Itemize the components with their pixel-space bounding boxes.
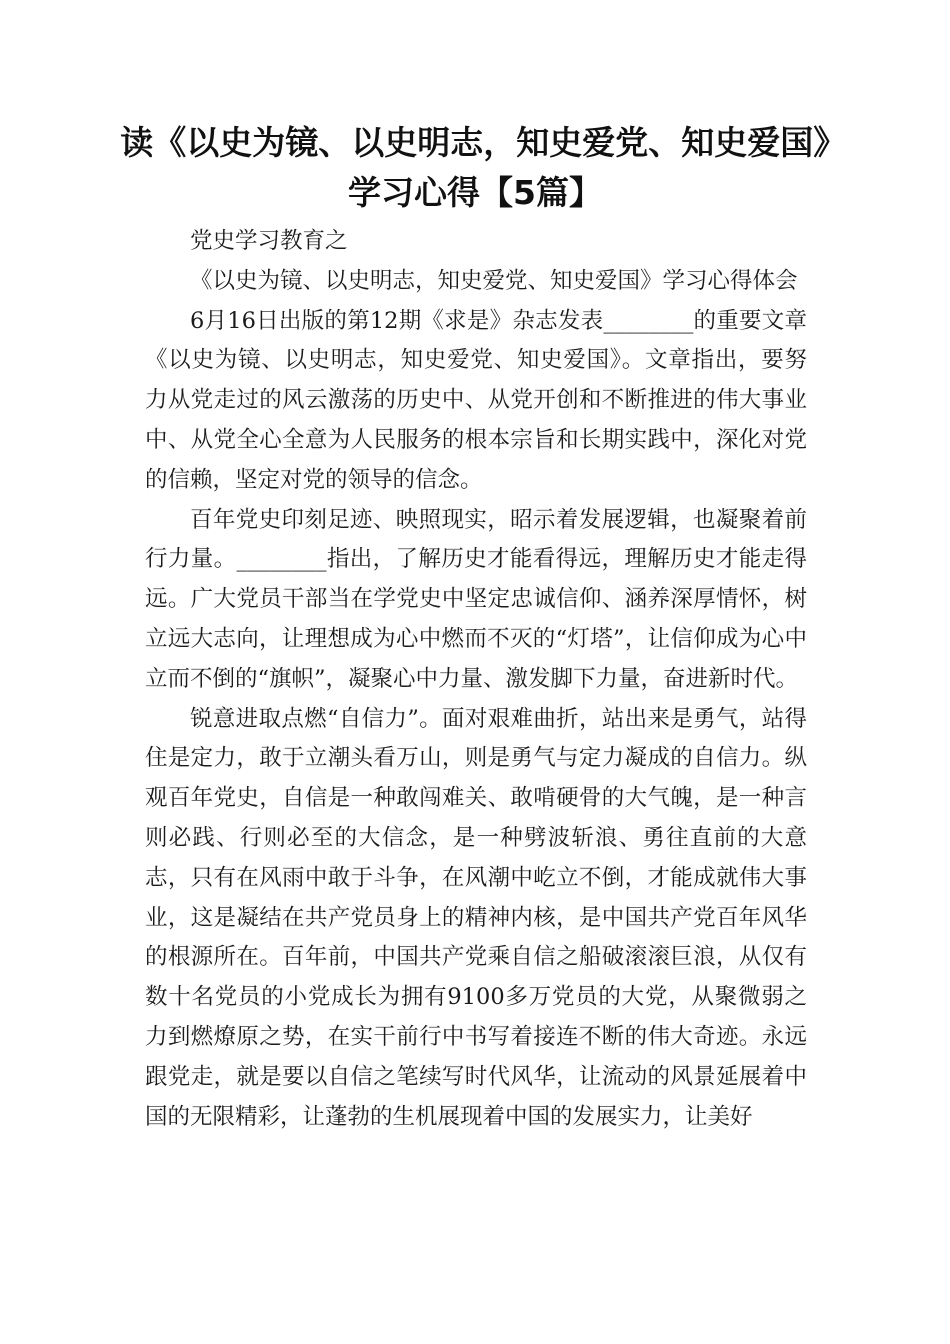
paragraph-subtitle-2: 《以史为镜、以史明志，知史爱党、知史爱国》学习心得体会 [190, 267, 798, 294]
document-body [145, 222, 807, 1137]
paragraph: 百年党史印刻足迹、映照现实，昭示着发展逻辑，也凝聚着前行力量。________指出，了解历史才能看得远，理解历史才能走得远。广大党员干部当在学党史中坚定忠诚信仰、涵养深厚情怀，树立远大志向，让理想成为心中燃而不灭的“灯塔”，让信仰成为心中立而不倒的“旗帜”，凝聚心中力量、激发脚下力量，奋进新时代。 [145, 506, 807, 692]
document-title: 读《以史为镜、以史明志，知史爱党、知史爱国》学习心得【5篇】 [120, 123, 830, 212]
paragraph-subtitle-1: 党史学习教育之 [190, 228, 348, 254]
paragraph: 6月16日出版的第12期《求是》杂志发表________的重要文章《以史为镜、以史明志，知史爱党、知史爱国》。文章指出，要努力从党走过的风云激荡的历史中、从党开创和不断推进的伟大事业中、从党全心全意为人民服务的根本宗旨和长期实践中，深化对党的信赖，坚定对党的领导的信念。 [145, 307, 807, 493]
paragraph: 锐意进取点燃“自信力”。面对艰难曲折，站出来是勇气，站得住是定力，敢于立潮头看万山，则是勇气与定力凝成的自信力。纵观百年党史，自信是一种敢闯难关、敢啃硬骨的大气魄，是一种言则必践、行则必至的大信念，是一种劈波斩浪、勇往直前的大意志，只有在风雨中敢于斗争，在风潮中屹立不倒，才能成就伟大事业，这是凝结在共产党员身上的精神内核，是中国共产党百年风华的根源所在。百年前，中国共产党乘自信之船破滚滚巨浪，从仅有数十名党员的小党成长为拥有9100多万党员的大党，从聚微弱之力到燃燎原之势，在实干前行中书写着接连不断的伟大奇迹。永远跟党走，就是要以自信之笔续写时代风华，让流动的风景延展着中国的无限精彩，让蓬勃的生机展现着中国的发展实力，让美好 [145, 705, 807, 1130]
